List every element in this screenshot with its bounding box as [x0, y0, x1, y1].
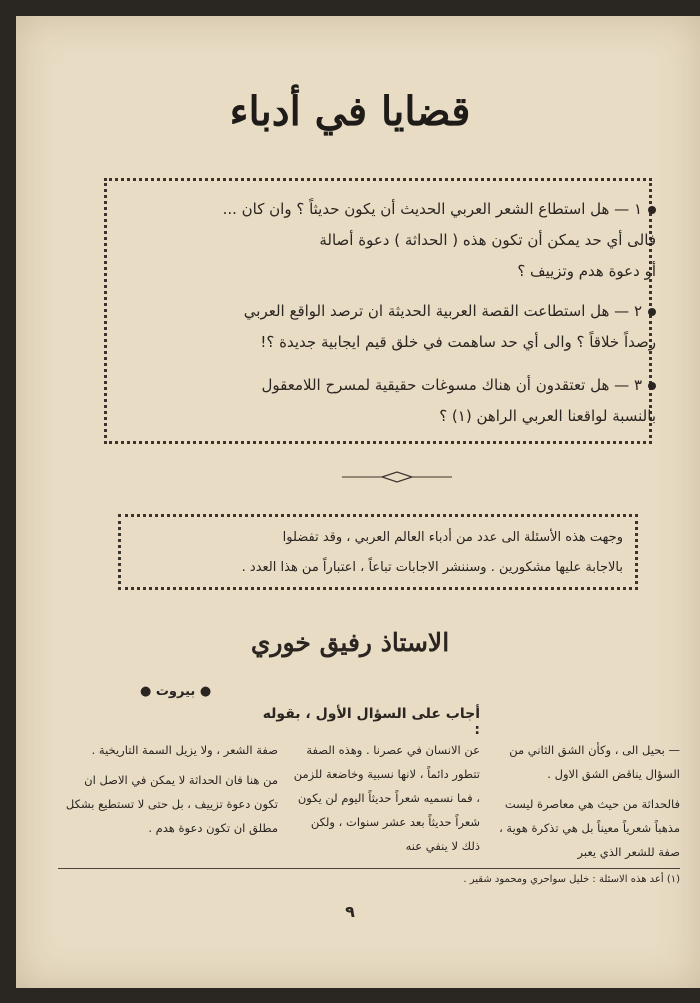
ornament-divider-icon	[342, 470, 452, 484]
answer-intro: أجاب على السؤال الأول ، بقوله :	[262, 706, 480, 738]
footnote-rule	[58, 868, 680, 869]
footnote: (١) أعد هذه الاسئلة : خليل سواحري ومحمود شقير .	[463, 874, 680, 885]
question-3: ٣ — هل تعتقدون أن هناك مسوغات حقيقية لمسرح اللامعقول بالنسبة لواقعنا العربي الراهن (١) ؟	[261, 376, 656, 425]
bullet-icon	[648, 382, 656, 390]
author-city: ● بيروت ●	[140, 684, 212, 699]
bullet-icon	[648, 206, 656, 214]
author-name: الاستاذ رفيق خوري	[250, 628, 450, 657]
text-column-left: صفة الشعر ، ولا يزيل السمة التاريخية . من هنا فان الحداثة لا يمكن في الاصل ان تكون دعوة تزييف ، بل حتى لا تستطيع بشكل مطلق ان تكون دعوة هدم .	[65, 743, 278, 835]
question-2: ٢ — هل استطاعت القصة العربية الحديثة ان ترصد الواقع العربي رصداً خلاقاً ؟ والى أي حد ساهمت في خلق قيم ايجابية جديدة ؟!	[243, 302, 656, 351]
text-column-right: — بحيل الى ، وكأن الشق الثاني من السؤال يناقض الشق الاول . فالحداثة من حيث هي معاصرة ليست مذهباً شعرياً معيناً بل هي تذكرة هوية ، صفة للشعر الذي يعبر	[499, 743, 680, 859]
bullet-icon	[648, 308, 656, 316]
editor-note: وجهت هذه الأسئلة الى عدد من أدباء العالم العربي ، وقد تفضلوا بالاجابة عليها مشكورين . وسننشر الاجابات تباعاً ، اعتباراً من هذا العدد .	[118, 514, 638, 590]
question-1: ١ — هل استطاع الشعر العربي الحديث أن يكون حديثاً ؟ وان كان ... فالى أي حد يمكن أن تكون هذه ( الحداثة ) دعوة أصالة أو دعوة هدم وتزييف ؟	[222, 200, 656, 280]
text-column-middle: عن الانسان في عصرنا . وهذه الصفة تتطور دائماً ، لانها نسبية وخاضعة للزمن ، فما نسميه شعراً حديثاً اليوم لن يكون شعراً حديثاً بعد عشر سنوات ، ولكن ذلك لا ينفي عنه	[293, 743, 480, 853]
page-title: قضايا في أدباء	[229, 88, 471, 135]
page-number: ٩	[345, 902, 355, 921]
